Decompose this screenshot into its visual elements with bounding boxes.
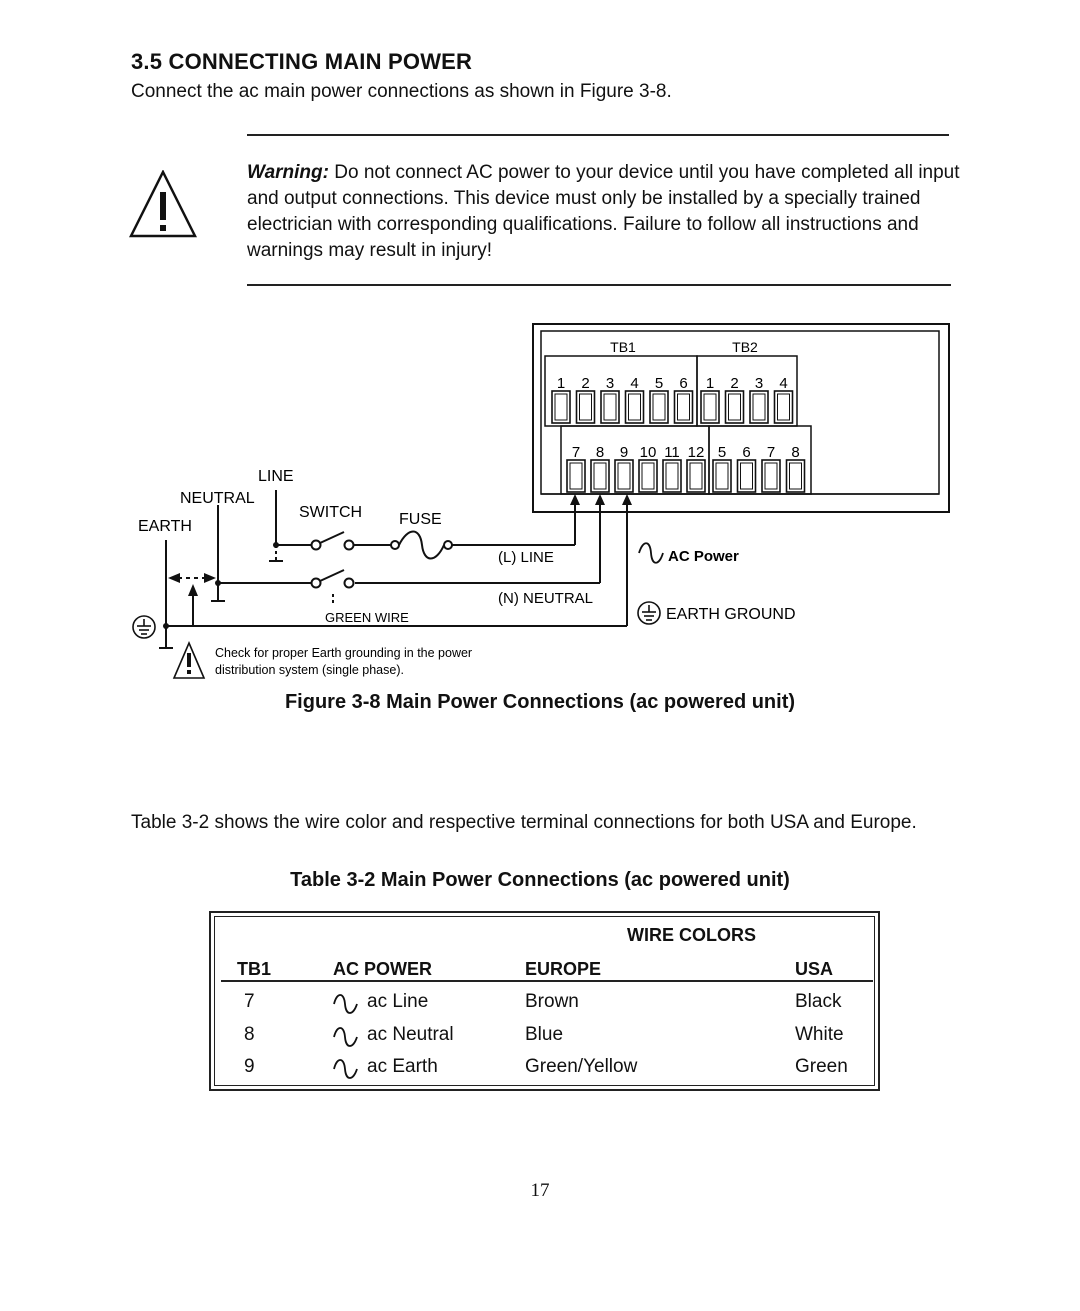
tb2-label: TB2: [732, 339, 758, 355]
tb2-top-terminal-screw-inner: [704, 394, 716, 420]
tb2-bottom-terminal-number: 6: [742, 444, 751, 461]
tb2-top-terminal-number: 3: [754, 375, 764, 392]
table-caption: Table 3-2 Main Power Connections (ac powered unit): [290, 869, 790, 891]
label-earth-ground: EARTH GROUND: [666, 606, 796, 623]
figure-caption: Figure 3-8 Main Power Connections (ac powered unit): [284, 691, 796, 713]
table-intro-paragraph: Table 3-2 shows the wire color and respective terminal connections for both USA and Europe.: [131, 812, 917, 833]
tb1-top-terminal-number: 3: [605, 375, 615, 392]
tb1-top-terminal-number: 2: [581, 375, 590, 392]
tb1-top-terminal-number: 4: [630, 375, 639, 392]
tb2-bottom-terminal-screw-inner: [741, 463, 753, 489]
label-fuse: FUSE: [399, 511, 442, 528]
label-n-neutral: (N) NEUTRAL: [498, 590, 594, 607]
warning-text: [247, 160, 962, 264]
tb1-top-terminal-screw-inner: [678, 394, 690, 420]
line-wire: [448, 500, 575, 545]
tb1-top-terminal-screw-inner: [604, 394, 616, 420]
tb2-top-terminal-number: 2: [730, 375, 739, 392]
tb1-top-terminal-number: 6: [679, 375, 688, 392]
cell-tb1: 9: [244, 1056, 255, 1077]
th-tb1: TB1: [237, 959, 272, 979]
cell-tb1: 8: [244, 1024, 255, 1045]
tb1-bottom-terminal-screw-inner: [690, 463, 702, 489]
th-usa: USA: [795, 959, 834, 979]
tb2-bottom-terminal-number: 5: [717, 444, 727, 461]
label-line: LINE: [258, 468, 294, 485]
ac-power-sine-icon: [639, 543, 663, 563]
line-arrow: [570, 494, 580, 505]
th-ac-power: AC POWER: [333, 959, 432, 979]
cell-ac-power: ac Earth: [367, 1056, 438, 1077]
wiring-diagram: [0, 300, 1080, 690]
tb2-bottom-terminal-number: 8: [791, 444, 800, 461]
tb2-bottom-terminal-screw-inner: [765, 463, 777, 489]
line-switch-icon: [312, 532, 354, 550]
label-ac-power: AC Power: [668, 548, 739, 565]
label-earth: EARTH: [138, 518, 192, 535]
tb2-top-terminal-number: 4: [779, 375, 788, 392]
tb2-bottom-terminal-screw-inner: [716, 463, 728, 489]
tb2-top-terminal-screw-inner: [778, 394, 790, 420]
tb1-top-terminal-screw-inner: [555, 394, 567, 420]
tb1-bottom-terminal-number: 9: [619, 444, 629, 461]
ac-sine-icon: [332, 1058, 360, 1080]
neutral-up-arrow: [188, 584, 198, 596]
cell-usa: Black: [795, 991, 842, 1012]
earth-arrow: [622, 494, 632, 505]
cell-usa: White: [795, 1024, 844, 1045]
cell-europe: Blue: [525, 1024, 564, 1045]
top-terminals: [552, 375, 793, 423]
tb1-top-terminal-screw-inner: [580, 394, 592, 420]
neutral-switch-icon: [312, 570, 354, 588]
cell-europe: Brown: [525, 991, 579, 1012]
note-line-2: distribution system (single phase).: [215, 663, 404, 677]
wire-colors-table: [209, 911, 880, 1091]
earth-ground-left-icon: [133, 616, 155, 638]
page-number: 17: [530, 1180, 550, 1201]
cell-tb1: 7: [244, 991, 255, 1012]
tb1-bottom-terminal-screw-inner: [618, 463, 630, 489]
note-line-1: Check for proper Earth grounding in the power: [215, 646, 473, 660]
tb1-top-terminal-screw-inner: [653, 394, 665, 420]
cell-europe: Green/Yellow: [525, 1056, 638, 1077]
tb1-bottom-terminal-screw-inner: [642, 463, 654, 489]
earth-ground-right-icon: [638, 602, 660, 624]
tb1-bottom-terminal-screw-inner: [570, 463, 582, 489]
label-switch: SWITCH: [299, 504, 363, 521]
cell-ac-power: ac Line: [367, 991, 429, 1012]
tb1-bottom-terminal-screw-inner: [594, 463, 606, 489]
cell-usa: Green: [795, 1056, 848, 1077]
label-green-wire: GREEN WIRE: [325, 610, 409, 625]
tb1-bottom-terminal-screw-inner: [666, 463, 678, 489]
neutral-arrow: [595, 494, 605, 505]
tb2-top-terminal-number: 1: [705, 375, 715, 392]
warning-body: Do not connect AC power to your device until you have completed all input and output connections. This device must only be installed by a specially trained electrician with corresponding qualifications. Failure to follow all instructions and warnings may result in injury!: [247, 162, 960, 261]
fuse-icon: [391, 532, 452, 559]
bottom-terminals: [567, 444, 805, 492]
tb1-top-terminal-number: 5: [654, 375, 664, 392]
tb1-bottom-terminal-number: 7: [571, 444, 581, 461]
tb2-top-terminal-screw-inner: [729, 394, 741, 420]
header-rule: [221, 980, 873, 982]
tb2-bottom-terminal-screw-inner: [790, 463, 802, 489]
tb1-top-terminal-number: 1: [556, 375, 566, 392]
label-neutral: NEUTRAL: [180, 490, 255, 507]
ac-sine-icon: [332, 1026, 360, 1048]
th-europe: EUROPE: [525, 959, 602, 979]
label-l-line: (L) LINE: [498, 549, 554, 566]
warning-bottom-rule: [247, 284, 951, 286]
tb1-bottom-terminal-number: 11: [664, 444, 680, 461]
warning-label: Warning:: [247, 162, 329, 183]
warning-triangle-icon: [129, 170, 197, 238]
warning-top-rule: [247, 134, 949, 136]
tb2-bottom-terminal-number: 7: [766, 444, 776, 461]
intro-text: Connect the ac main power connections as shown in Figure 3-8.: [131, 81, 672, 102]
tb1-top-terminal-screw-inner: [629, 394, 641, 420]
section-heading: 3.5 CONNECTING MAIN POWER: [131, 49, 473, 74]
cell-ac-power: ac Neutral: [367, 1024, 454, 1045]
green-earth-wire: [166, 500, 627, 626]
ac-sine-icon: [332, 993, 360, 1015]
th-wire-colors: WIRE COLORS: [627, 925, 756, 945]
tb1-bottom-terminal-number: 8: [595, 444, 605, 461]
small-warning-icon: [174, 643, 204, 678]
tb2-top-terminal-screw-inner: [753, 394, 765, 420]
tb1-bottom-terminal-number: 12: [687, 444, 705, 461]
tb1-label: TB1: [610, 339, 636, 355]
tb1-bottom-terminal-number: 10: [639, 444, 657, 461]
